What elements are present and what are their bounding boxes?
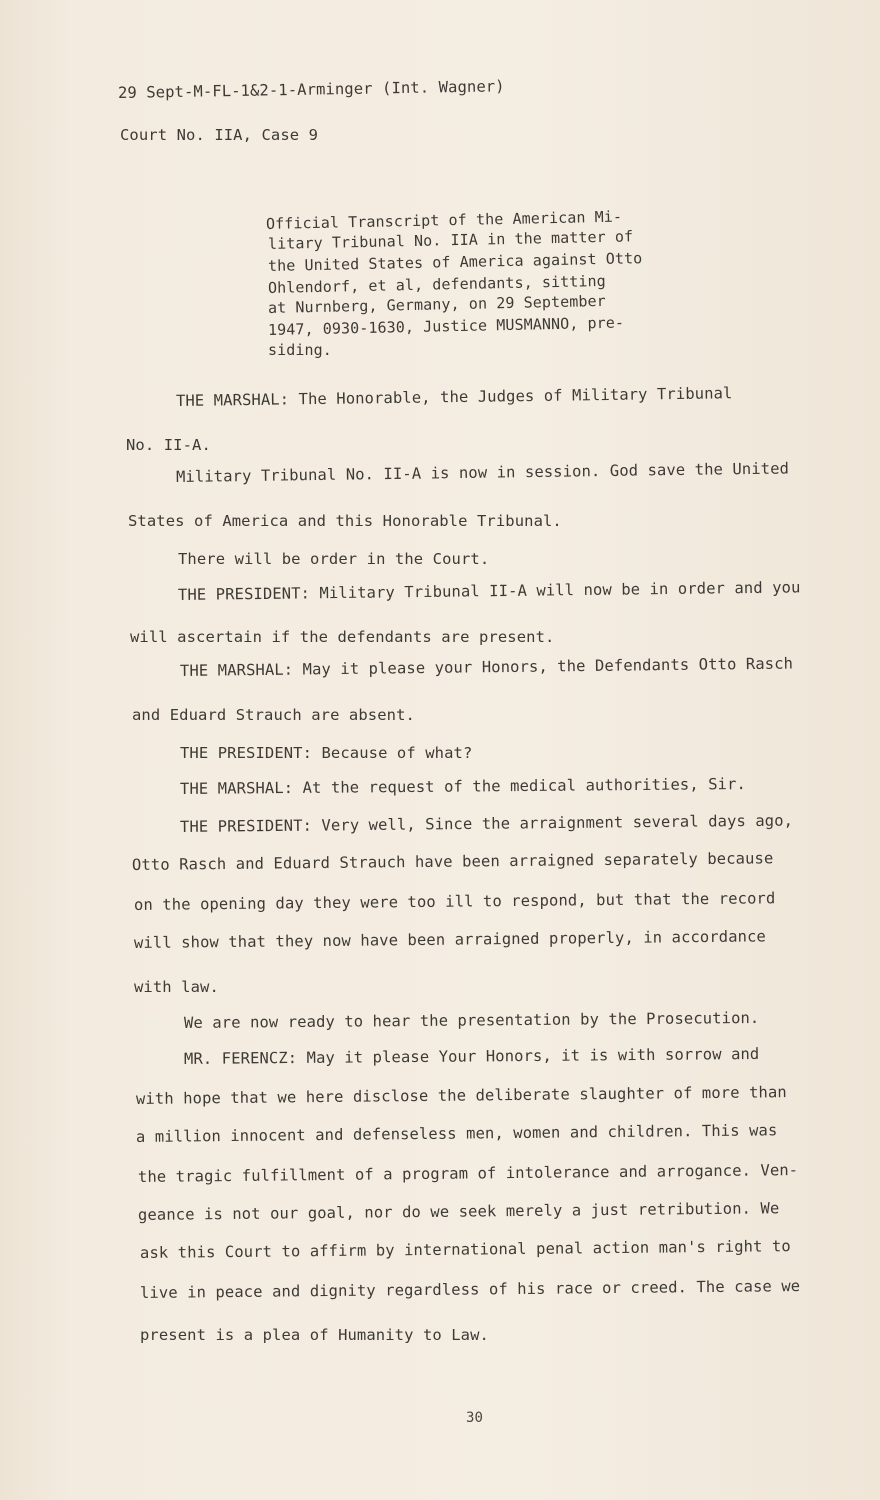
- body-line: live in peace and dignity regardless of his race or creed. The case we: [139, 1277, 801, 1302]
- transcript-line: the United States of America against Otto: [267, 249, 643, 275]
- body-line: THE MARSHAL: The Honorable, the Judges of Military Tribunal: [175, 384, 733, 410]
- page-number: 30: [466, 1410, 484, 1426]
- body-line: will ascertain if the defendants are present.: [130, 628, 555, 646]
- body-line: We are now ready to hear the presentation by the Prosecution.: [183, 1008, 760, 1032]
- body-line: the tragic fulfillment of a program of intolerance and arrogance. Ven-: [137, 1161, 799, 1186]
- body-line: ask this Court to affirm by international penal action man's right to: [139, 1237, 791, 1262]
- body-line: THE PRESIDENT: Because of what?: [180, 744, 473, 762]
- transcript-line: litary Tribunal No. IIA in the matter of: [267, 227, 634, 253]
- body-line: MR. FERENCZ: May it please Your Honors, it is with sorrow and: [183, 1044, 760, 1068]
- body-line: with law.: [134, 978, 219, 996]
- body-line: will show that they now have been arraigned properly, in accordance: [133, 927, 766, 952]
- body-line: a million innocent and defenseless men, women and children. This was: [135, 1121, 778, 1146]
- body-line: present is a plea of Humanity to Law.: [140, 1326, 489, 1344]
- body-line: THE MARSHAL: At the request of the medical authorities, Sir.: [179, 775, 746, 798]
- header-line-2: Court No. IIA, Case 9: [120, 126, 319, 144]
- body-line: on the opening day they were too ill to respond, but that the record: [133, 889, 776, 914]
- transcript-line: 1947, 0930-1630, Justice MUSMANNO, pre-: [267, 313, 625, 339]
- transcript-line: at Nurnberg, Germany, on 29 September: [267, 291, 606, 317]
- transcript-line: Official Transcript of the American Mi-: [265, 207, 623, 233]
- header-line-1: 29 Sept-M-FL-1&2-1-Arminger (Int. Wagner): [117, 77, 505, 102]
- transcript-line: Ohlendorf, et al, defendants, sitting: [267, 271, 606, 297]
- body-line: THE MARSHAL: May it please your Honors, the Defendants Otto Rasch: [179, 654, 794, 680]
- body-line: and Eduard Strauch are absent.: [132, 706, 415, 724]
- body-line: No. II-A.: [126, 436, 211, 454]
- body-line: There will be order in the Court.: [178, 550, 490, 568]
- transcript-line: siding.: [268, 341, 332, 359]
- body-line: States of America and this Honorable Tribunal.: [128, 512, 562, 530]
- body-line: Military Tribunal No. II-A is now in session. God save the United: [175, 459, 790, 486]
- body-line: THE PRESIDENT: Military Tribunal II-A will now be in order and you: [177, 578, 801, 604]
- body-line: THE PRESIDENT: Very well, Since the arraignment several days ago,: [179, 811, 794, 836]
- body-line: geance is not our goal, nor do we seek merely a just retribution. We: [137, 1199, 780, 1224]
- body-line: with hope that we here disclose the deliberate slaughter of more than: [135, 1083, 787, 1108]
- body-line: Otto Rasch and Eduard Strauch have been arraigned separately because: [131, 849, 774, 874]
